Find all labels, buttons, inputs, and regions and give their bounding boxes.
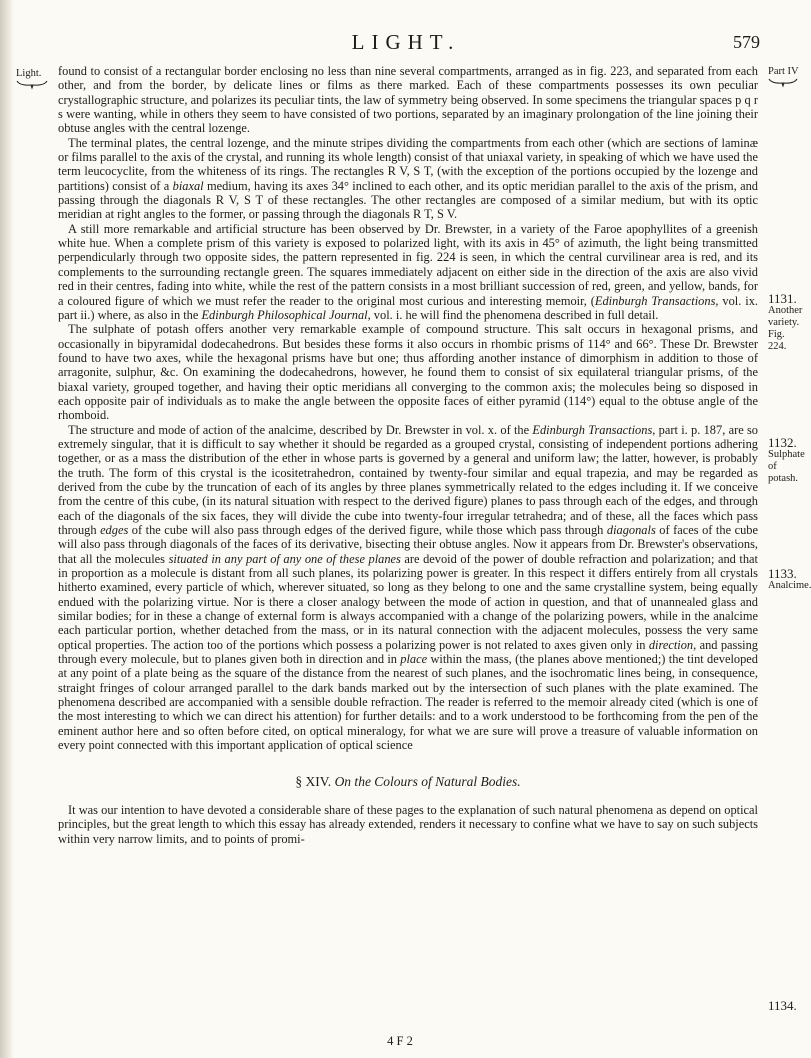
paragraph-2 bbox=[58, 136, 758, 222]
paragraph-3 bbox=[58, 222, 758, 322]
side-note-another: Another bbox=[768, 305, 803, 316]
section-title: On the Colours of Natural Bodies. bbox=[334, 773, 521, 789]
side-note-analcime: Analcime. bbox=[768, 580, 811, 591]
text-run: , part i. p. 187, are so extremely singular, that it is difficult to say whether it should be regarded as a grouped crystal, consisting of independent portions adhering together, or as a mass the distribution of the ether in whose parts is governed by a general and uniform law; the latter, however, is probably the truth. The form of this crystal is the icositetrahedron, contained by twenty-four similar and equal trapezia, and may be regarded as derived from the cube by the truncation of each of its angles by three planes symmetrically related to the edges including it. If we conceive from the centre of this cube, (in its natural situation with respect to the derived figure) planes to pass through each of the edges, and through each of the diagonals of the six faces, they will divide the cube into twenty-four irregular tetrahedra; and of these, all the faces which pass through bbox=[58, 422, 759, 537]
figure-ref-224: Fig. 224. bbox=[768, 329, 787, 352]
text-run: are devoid of the power of double refraction and polarization; and that in proportion as a molecule is distant from all such planes, its polarizing power is greater. In this respect it differs entirely from all crystals hitherto examined, every particle of which, wherever situated, so long as they belong to one and the same crystalline system, being equally endued with the polarizing virtue. Nor is there a closer analogy between the mode of action in question, and that of unannealed glass and similar bodies; for in these a change of external form is always accompanied with a change of the polarizing powers, while in the analcime each particular portion, whether detached from the mass, or in its natural connection with the adjacent molecules, possess the very same optical properties. The action too of the portions which possess a polarizing power is not related to axes given only in bbox=[58, 551, 758, 652]
reference-italic: Edinburgh Transactions bbox=[532, 422, 653, 437]
page-number: 579 bbox=[733, 32, 760, 52]
text-italic: edges bbox=[100, 523, 129, 537]
text-run: The structure and mode of action of the analcime, described by Dr. Brewster in vol. x. of the bbox=[68, 422, 533, 437]
side-note-1131 bbox=[768, 293, 802, 353]
side-note-sulphate: Sulphate of bbox=[768, 449, 805, 472]
text-run: medium, having its axes 34° inclined to each other, and its optic meridian parallel to the axis of the prism, and passing through the diagonals R V, S T of these rectangles. The other rectangles are composed of a similar medium, but with its optic meridian at right angles to the former, or passing through the diagonals R T, S V. bbox=[58, 178, 758, 222]
paragraph-5 bbox=[58, 423, 758, 753]
text-run: A still more remarkable and artificial structure has been observed by Dr. Brewster, in a variety of the Faroe apophyllites of a greenish white hue. When a complete prism of this variety is exposed to polarized light, with its axis in 45° of azimuth, the light being transmitted perpendicularly through two opposite sides, the pattern represented in fig. 224 is seen, in which the central curvilinear area is red, and its complements to the surrounding rectangle green. The squares immediately adjacent on either side in the direction of the axis are also vivid red in their centres, fading into white, while the rest of the pattern consists in a most brilliant succession of red, green, and yellow, bands, for a coloured figure of which we must refer the reader to the original most curious and interesting memoir, ( bbox=[58, 221, 758, 308]
reference-italic: Edinburgh Philosophical Journal bbox=[201, 307, 368, 322]
light-label: Light. bbox=[16, 68, 42, 79]
brace-icon bbox=[768, 78, 802, 86]
text-run: The terminal plates, the central lozenge, and the minute stripes dividing the compartments from each other (which are sections of laminæ or films parallel to the axis of the crystal, and running its whole length) consist of that uniaxal variety, in speaking of which we have used the term leucocyclite, from the whiteness of its rings. The rectangles R V, S T, (with the exception of the portions occupied by the lozenge and partitions) consist of a bbox=[58, 135, 758, 193]
text-run: , and passing through every molecule, but to planes given both in direction and in bbox=[58, 637, 758, 667]
running-title: LIGHT. bbox=[351, 30, 461, 54]
side-note-1133 bbox=[768, 566, 811, 592]
page-spine-shadow bbox=[0, 0, 14, 1058]
side-note-1132 bbox=[768, 435, 805, 485]
text-italic: place bbox=[400, 652, 428, 667]
main-text bbox=[58, 64, 758, 846]
side-note-potash: potash. bbox=[768, 473, 799, 484]
text-run: of the cube will also pass through edges of the derived figure, while those which pass through bbox=[128, 523, 607, 537]
side-note-variety: variety. bbox=[768, 317, 800, 328]
section-number: § XIV. bbox=[295, 773, 332, 789]
reference-italic: Edinburgh Transactions bbox=[594, 293, 716, 308]
paragraph-6: It was our intention to have devoted a considerable share of these pages to the explanation of such natural phenomena as depend on optical principles, but the great length to which this essay has already extended, renders it necessary to confine what we have to say on such subjects within very narrow limits, and to points of promi- bbox=[58, 802, 758, 846]
text-run: within the mass, (the planes above mentioned;) the tint developed at any point of a plate being as the square of the distance from the nearest of such planes, and the isochromatic lines being, in consequence, straight fringes of colour arranged parallel to the dark bands marked out by the intersection of such planes with the plate examined. The phenomena described are accompanied with a sensible double refraction. The reader is referred to the memoir already cited (which is one of the most interesting to which we can direct his attention) for further details: and to a work understood to be forthcoming from the pen of the eminent author here and so often before cited, on optical mineralogy, for what we are sure will prove a treasure of valuable information on every point connected with this important application of optical science bbox=[58, 652, 758, 753]
side-note-1134 bbox=[768, 1000, 802, 1012]
signature-mark: 4 F 2 bbox=[387, 1034, 413, 1048]
text-italic: situated in any part of any one of these planes bbox=[168, 551, 401, 566]
paragraph-1: found to consist of a rectangular border enclosing no less than nine several compartments, arranged as in fig. 223, and separated from each other, and from the border, by delicate lines or films as there marked. Each of these compartments possesses its own peculiar crystallographic structure, and polarizes its peculiar tints, the law of symmetry being observed. In some specimens the triangular spaces p q r s were wanting, while in others they seem to have consisted of two portions, separated by an imaginary prolongation of the line joining their obtuse angles with the central lozenge. bbox=[58, 64, 758, 136]
text-italic: direction bbox=[648, 637, 694, 652]
brace-icon bbox=[16, 80, 52, 88]
paragraph-number-1133: 1133. bbox=[768, 566, 797, 581]
paragraph-number-1134: 1134. bbox=[768, 998, 797, 1013]
part-label: Part IV bbox=[768, 66, 799, 77]
text-run: of faces of the cube will also pass through diagonals of the faces of its derivative, bisecting their obtuse angles. Now it appears from Dr. Brewster's observations, that all the molecules bbox=[58, 523, 758, 566]
text-italic: biaxal bbox=[172, 178, 204, 193]
text-run: , vol. i. he will find the phenomena described in full detail. bbox=[367, 307, 659, 322]
part-label-note bbox=[768, 66, 802, 86]
left-margin-note bbox=[16, 68, 52, 88]
text-italic: diagonals bbox=[606, 523, 656, 537]
page-header bbox=[52, 30, 760, 58]
paragraph-number-1131: 1131. bbox=[768, 291, 797, 306]
section-heading bbox=[58, 775, 758, 789]
text-run: , vol. ix. part ii.) where, as also in the bbox=[58, 293, 758, 322]
paragraph-number-1132: 1132. bbox=[768, 435, 797, 450]
paragraph-4: The sulphate of potash offers another very remarkable example of compound structure. This salt occurs in hexagonal prisms, and occasionally in bipyramidal dodecahedrons. But besides these forms it also occurs in rhombic prisms of 114° and 66°. These Dr. Brewster found to have two axes, while the hexagonal prisms have but one; thus affording another instance of dimorphism in addition to those of arragonite, sulphur, &c. On examining the dodecahedrons, however, he found them to consist of six equilateral triangular prisms, of the biaxal variety, grouped together, and having their optic meridians all converging to the common axis; the molecules being so disposed in each opposite pair of individuals as to make the angle between the opposite faces of either pyramid (114°) equal to the obtuse angle of the rhomboid. bbox=[58, 322, 758, 423]
